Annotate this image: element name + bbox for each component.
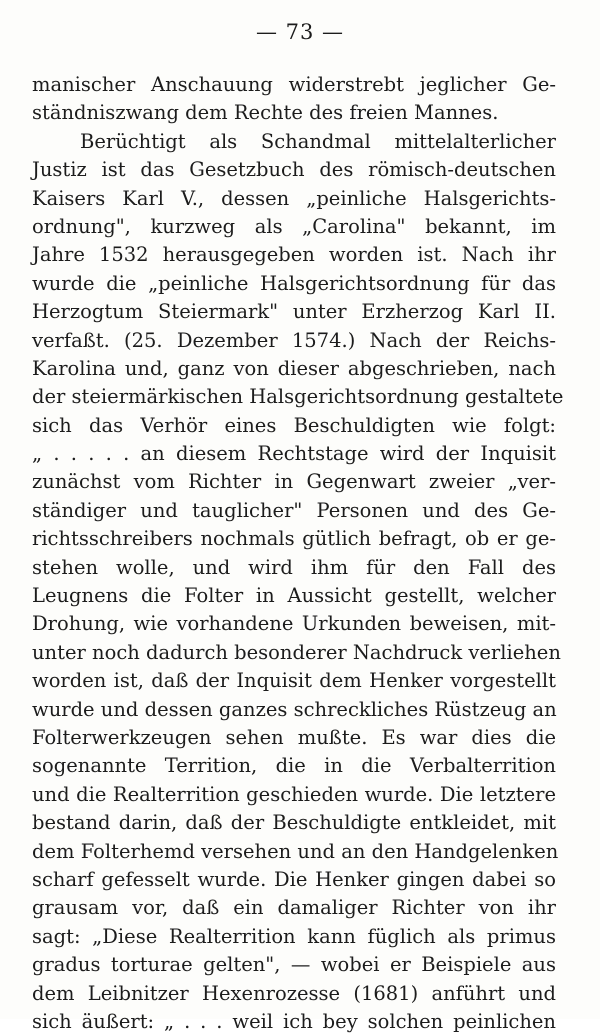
text-line: Folterwerkzeugen sehen mußte. Es war dies die bbox=[32, 725, 556, 749]
text-line: dem Folterhemd versehen und an den Handgelenken bbox=[32, 839, 559, 863]
text-line: und die Realterrition geschieden wurde. Die letztere bbox=[32, 782, 556, 806]
text-line: sich das Verhör eines Beschuldigten wie folgt: bbox=[32, 413, 556, 437]
text-line: grausam vor, daß ein damaliger Richter von ihr bbox=[32, 896, 556, 920]
text-line: stehen wolle, und wird ihm für den Fall des bbox=[32, 555, 556, 579]
text-line: bestand darin, daß der Beschuldigte entkleidet, mit bbox=[32, 811, 556, 835]
text-line: Leugnens die Folter in Aussicht gestellt, welcher bbox=[32, 584, 556, 608]
page-number: — 73 — bbox=[255, 20, 345, 44]
text-line: Berüchtigt als Schandmal mittelalterlicher bbox=[80, 129, 556, 153]
text-line: verfaßt. (25. Dezember 1574.) Nach der Reichs- bbox=[32, 328, 556, 352]
text-line: Kaisers Karl V., dessen „peinliche Halsgerichts- bbox=[32, 186, 556, 210]
text-line: ständiger und tauglicher" Personen und des Ge- bbox=[32, 498, 556, 522]
body-text bbox=[32, 71, 564, 1036]
text-line: richtsschreibers nochmals gütlich befragt, ob er ge- bbox=[32, 527, 556, 551]
text-line: ständniszwang dem Rechte des freien Mannes. bbox=[32, 101, 499, 125]
text-line: sagt: „Diese Realterrition kann füglich als primus bbox=[32, 924, 556, 948]
text-line: zunächst vom Richter in Gegenwart zweier „ver- bbox=[32, 470, 556, 494]
text-line: wurde die „peinliche Halsgerichtsordnung für das bbox=[32, 271, 556, 295]
text-line: Justiz ist das Gesetzbuch des römisch-deutschen bbox=[32, 158, 556, 182]
text-line: Herzogtum Steiermark" unter Erzherzog Karl II. bbox=[32, 300, 556, 324]
text-line: ordnung", kurzweg als „Carolina" bekannt, im bbox=[32, 214, 556, 238]
text-line: gradus torturae gelten", — wobei er Beispiele aus bbox=[32, 953, 556, 977]
text-line: wurde und dessen ganzes schreckliches Rüstzeug an bbox=[32, 697, 557, 721]
text-line: Drohung, wie vorhandene Urkunden beweisen, mit- bbox=[32, 612, 556, 636]
text-line: sogenannte Territion, die in die Verbalterrition bbox=[32, 754, 556, 778]
text-line: „ . . . . . an diesem Rechtstage wird der Inquisit bbox=[32, 442, 556, 466]
text-line: scharf gefesselt wurde. Die Henker gingen dabei so bbox=[32, 867, 556, 891]
text-line: worden ist, daß der Inquisit dem Henker vorgestellt bbox=[32, 669, 556, 693]
text-line: der steiermärkischen Halsgerichtsordnung gestaltete bbox=[32, 385, 564, 409]
text-line: Jahre 1532 herausgegeben worden ist. Nach ihr bbox=[32, 243, 556, 267]
text-line: Karolina und, ganz von dieser abgeschrieben, nach bbox=[32, 356, 556, 380]
text-line: sich äußert: „ . . . weil ich bey solchen peinlichen bbox=[32, 1009, 556, 1033]
text-line: unter noch dadurch besonderer Nachdruck verliehen bbox=[32, 640, 561, 664]
text-line: dem Leibnitzer Hexenrozesse (1681) anführt und bbox=[32, 981, 556, 1005]
text-line: manischer Anschauung widerstrebt jeglicher Ge- bbox=[32, 73, 556, 96]
